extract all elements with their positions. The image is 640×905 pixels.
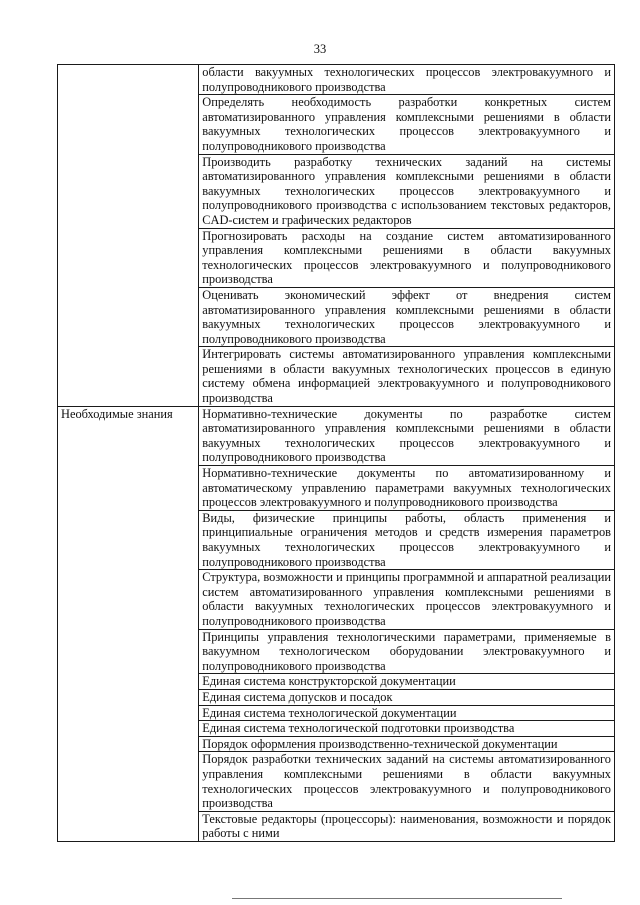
- section-label-cell: [58, 406, 199, 841]
- standard-table: [57, 64, 615, 842]
- knowledge-text: Единая система допусков и посадок: [202, 689, 393, 704]
- knowledge-cell: [199, 466, 615, 511]
- knowledge-text: Нормативно-технические документы по разработке систем автоматизированного управления комплексными решениями в области вакуумных технологических процессов электровакуумного и полупроводникового производства: [202, 406, 611, 465]
- skill-text: Производить разработку технических заданий на системы автоматизированного управления комплексными решениями в области вакуумных технологических процессов электровакуумного и полупроводникового производства с использованием текстовых редакторов, CAD-систем и графических редакторов: [202, 154, 611, 227]
- skill-cell: [199, 154, 615, 228]
- knowledge-cell: [199, 705, 615, 721]
- knowledge-cell: [199, 510, 615, 569]
- label-cell-empty: [58, 65, 199, 407]
- knowledge-cell: [199, 674, 615, 690]
- skill-text: Определять необходимость разработки конкретных систем автоматизированного управления комплексными решениями в области вакуумных технологических процессов электровакуумного и полупроводникового производства: [202, 95, 611, 153]
- knowledge-cell: [199, 811, 615, 841]
- knowledge-text: Нормативно-технические документы по автоматизированному и автоматическому управлению параметрами вакуумных технологических процессов электровакуумного и полупроводникового производства: [202, 466, 611, 510]
- skill-text: Прогнозировать расходы на создание систем автоматизированного управления комплексными решениями в области вакуумных технологических процессов электровакуумного и полупроводникового производства: [202, 228, 611, 287]
- section-label: Необходимые знания: [61, 406, 173, 421]
- knowledge-cell: [199, 752, 615, 811]
- page-number: 33: [313, 42, 327, 56]
- table-row: [58, 406, 615, 465]
- knowledge-text: Структура, возможности и принципы программной и аппаратной реализации систем автоматизированного управления комплексными решениями в области вакуумных технологических процессов электровакуумного и полупроводникового производства: [202, 570, 611, 628]
- knowledge-text: Порядок оформления производственно-технической документации: [202, 736, 558, 751]
- knowledge-cell: [199, 736, 615, 752]
- page-bottom-rule: [232, 898, 562, 899]
- skill-text: Оценивать экономический эффект от внедрения систем автоматизированного управления комплексными решениями в области вакуумных технологических процессов электровакуумного и полупроводникового производства: [202, 287, 611, 346]
- knowledge-text: Принципы управления технологическими параметрами, применяемые в вакуумном технологическом оборудовании электровакуумного и полупроводникового производства: [202, 629, 611, 673]
- knowledge-cell: [199, 570, 615, 629]
- knowledge-text: Текстовые редакторы (процессоры): наименования, возможности и порядок работы с ними: [202, 811, 611, 841]
- skill-cell: [199, 95, 615, 154]
- knowledge-cell: [199, 629, 615, 674]
- knowledge-cell: [199, 721, 615, 737]
- knowledge-text: Единая система технологической подготовки производства: [202, 721, 515, 736]
- knowledge-text: Порядок разработки технических заданий на системы автоматизированного управления комплексными решениями в области вакуумных технологических процессов электровакуумного и полупроводникового производства: [202, 752, 611, 811]
- knowledge-text: Единая система технологической документации: [202, 705, 457, 720]
- knowledge-text: Виды, физические принципы работы, область применения и принципиальные ограничения методов и средств измерения параметров вакуумных технологических процессов электровакуумного и полупроводникового производства: [202, 510, 611, 569]
- skill-cell: [199, 228, 615, 287]
- skill-text: области вакуумных технологических процессов электровакуумного и полупроводникового производства: [202, 65, 611, 94]
- skill-text: Интегрировать системы автоматизированного управления комплексными решениями в области вакуумных технологических процессов в единую систему обмена информацией электровакуумного и полупроводникового производства: [202, 347, 611, 406]
- table-row: [58, 65, 615, 95]
- knowledge-text: Единая система конструкторской документации: [202, 674, 456, 689]
- knowledge-cell: [199, 406, 615, 465]
- skill-cell: [199, 65, 615, 95]
- skill-cell: [199, 287, 615, 346]
- skill-cell: [199, 347, 615, 406]
- knowledge-cell: [199, 689, 615, 705]
